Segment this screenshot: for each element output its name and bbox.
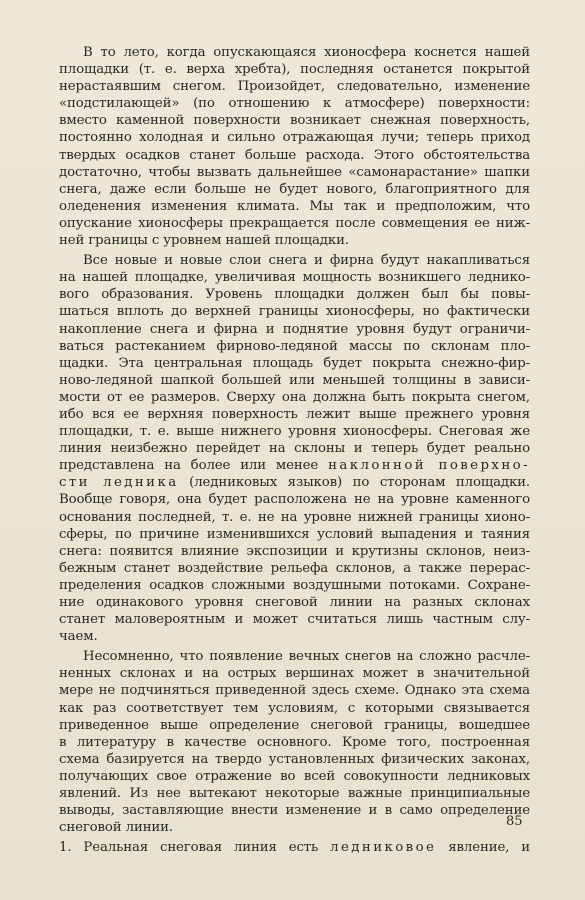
body-text xyxy=(59,44,530,856)
text-line: Все новые и новые слои снега и фирна будут накапливаться xyxy=(83,253,530,269)
spaced-emphasis: сти ледника xyxy=(59,475,179,491)
text-line: в литературу в качестве основного. Кроме того, построенная xyxy=(59,734,530,750)
text-line: площадки, т. е. выше нижнего уровня хионосферы. Снеговая же xyxy=(59,424,530,440)
text-line: на нашей площадке, увеличивая мощность возникшего леднико- xyxy=(59,270,530,286)
text-fragment: явление, и xyxy=(448,840,531,856)
text-line: мере не подчиняться приведенной здесь схеме. Однако эта схема xyxy=(59,683,530,699)
text-line: нерастаявшим снегом. Произойдет, следовательно, изменение xyxy=(59,79,530,95)
text-line: площадки (т. е. верха хребта), последняя останется покрытой xyxy=(59,62,530,78)
text-line: шаться вплоть до верхней границы хионосферы, но фактически xyxy=(59,304,530,320)
text-line: пределения осадков сложными воздушными потоками. Сохране- xyxy=(59,577,530,593)
text-line: станет маловероятным и может считаться лишь частным слу- xyxy=(59,612,530,628)
paragraph-3 xyxy=(59,648,530,836)
text-line: постоянно холодная и сильно отражающая лучи; теперь приход xyxy=(59,130,530,146)
paragraph-1 xyxy=(59,44,530,249)
text-line xyxy=(59,474,530,491)
text-line: оледенения изменения климата. Мы так и предположим, что xyxy=(59,198,530,214)
text-fragment: (ледниковых языков) по сторонам площадки. xyxy=(189,475,530,491)
page-number: 85 xyxy=(506,814,523,829)
text-line: «подстилающей» (по отношению к атмосфере) поверхности: xyxy=(59,96,530,112)
text-line: явлений. Из нее вытекают некоторые важные принципиальные xyxy=(59,786,530,802)
text-line: схема базируется на твердо установленных физических законах, xyxy=(59,751,530,767)
text-line: основания последней, т. е. не на уровне нижней границы хионо- xyxy=(59,509,530,525)
text-line: приведенное выше определение снеговой границы, вошедшее xyxy=(59,717,530,733)
numbered-statement-1 xyxy=(59,839,530,856)
text-line: снеговой линии. xyxy=(59,820,174,836)
text-line: ибо вся ее верхняя поверхность лежит выше прежнего уровня xyxy=(59,406,530,422)
spaced-emphasis: ледниковое xyxy=(330,840,437,856)
spaced-emphasis: наклонной поверхно- xyxy=(328,458,530,474)
text-line: как раз соответствует тем условиям, с которыми связывается xyxy=(59,700,530,716)
text-line: снега, даже если больше не будет нового, благоприятного для xyxy=(59,181,530,197)
text-line: вместо каменной поверхности возникает снежная поверхность, xyxy=(59,113,530,129)
text-line: линия неизбежно перейдет на склоны и теперь будет реально xyxy=(59,441,530,457)
text-line xyxy=(59,839,530,856)
text-line: В то лето, когда опускающаяся хионосфера коснется нашей xyxy=(83,45,530,60)
text-line: ново-ледяной шапкой большей или меньшей толщины в зависи- xyxy=(59,372,530,388)
text-line: ваться растеканием фирново-ледяной массы по склонам пло- xyxy=(59,338,530,354)
text-line-with-spaced xyxy=(59,457,530,474)
text-line: снега: появится влияние экспозиции и крутизны склонов, неиз- xyxy=(59,543,530,559)
text-line: мости от ее размеров. Сверху она должна быть покрыта снегом, xyxy=(59,389,530,405)
text-line: твердых осадков станет больше расхода. Этого обстоятельства xyxy=(59,147,530,163)
text-fragment: 1. Реальная снеговая линия есть xyxy=(59,840,319,856)
text-line: достаточно, чтобы вызвать дальнейшее «самонарастание» шапки xyxy=(59,164,530,180)
text-line: опускание хионосферы прекращается после совмещения ее ниж- xyxy=(59,215,530,231)
text-line: ненных склонах и на острых вершинах может в значительной xyxy=(59,666,530,682)
text-line: щадки. Эта центральная площадь будет покрыта снежно-фир- xyxy=(59,355,530,371)
text-line: ние одинакового уровня снеговой линии на разных склонах xyxy=(59,595,530,610)
text-line: выводы, заставляющие внести изменение и в само определение xyxy=(59,803,530,819)
text-line: получающих свое отражение во всей совокупности ледниковых xyxy=(59,768,530,784)
text-line: ней границы с уровнем нашей площадки. xyxy=(59,233,349,249)
text-line: чаем. xyxy=(59,629,98,645)
text-line: Несомненно, что появление вечных снегов на сложно расчле- xyxy=(83,649,530,665)
text-line: накопление снега и фирна и поднятие уровня будут ограничи- xyxy=(59,321,530,337)
text-line: бежным станет воздействие рельефа склонов, а также перерас- xyxy=(59,560,530,576)
text-line: Вообще говоря, она будет расположена не на уровне каменного xyxy=(59,492,530,508)
paragraph-2 xyxy=(59,252,530,645)
text-line: вого образования. Уровень площадки должен был бы повы- xyxy=(59,287,530,303)
text-fragment: представлена на более или менее xyxy=(59,458,319,474)
text-line: сферы, по причине изменившихся условий выпадения и таяния xyxy=(59,526,530,542)
